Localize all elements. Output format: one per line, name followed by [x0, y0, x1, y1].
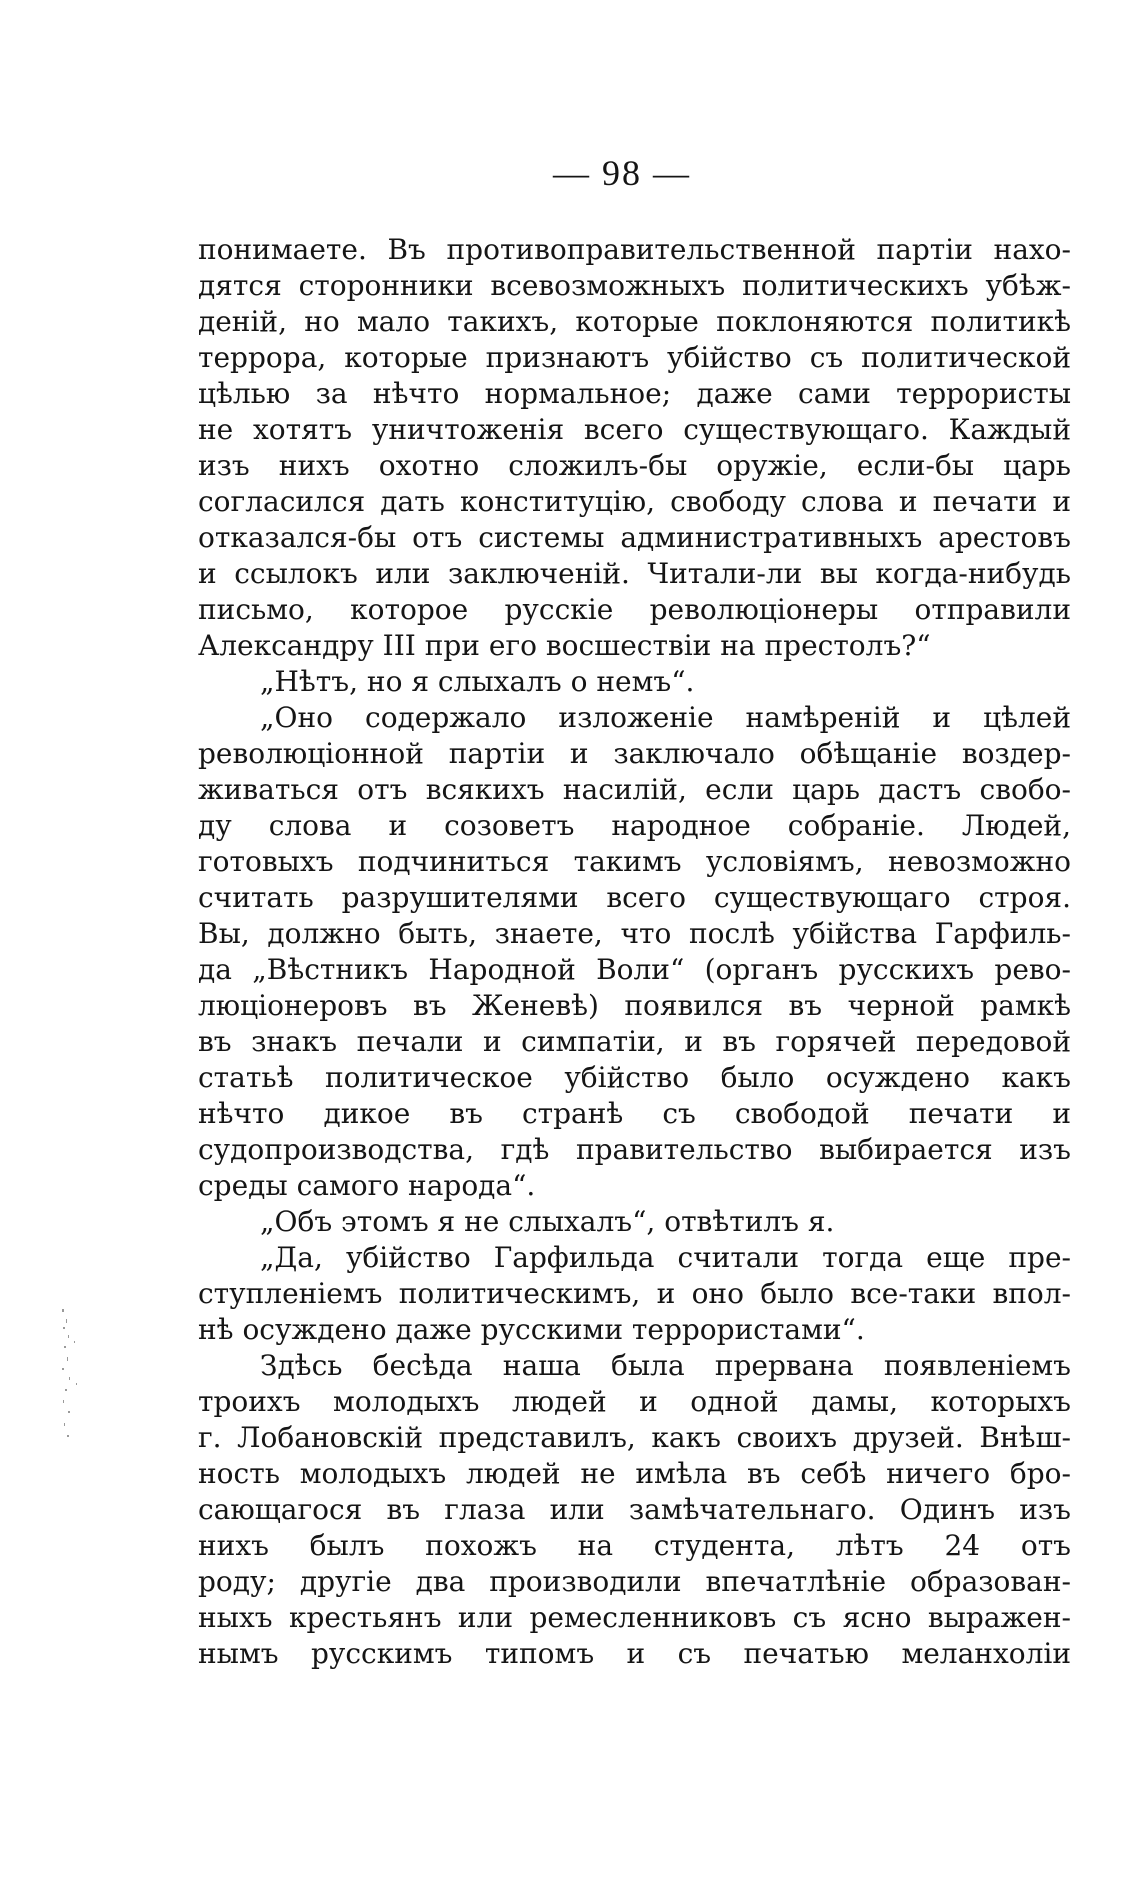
text-line: да „Вѣстникъ Народной Воли“ (органъ русскихъ рево- — [198, 953, 1071, 986]
text-line: нымъ русскимъ типомъ и съ печатью меланхоліи — [198, 1637, 1071, 1670]
text-line: судопроизводства, гдѣ правительство выбирается изъ — [198, 1133, 1071, 1166]
text-line: террора, которые признаютъ убійство съ политической — [198, 341, 1071, 374]
text-line: среды самого народа“. — [198, 1169, 536, 1202]
text-line: нихъ былъ похожъ на студента, лѣтъ 24 отъ — [198, 1529, 1071, 1562]
margin-print-specks — [56, 1305, 96, 1445]
text-line: цѣлью за нѣчто нормальное; даже сами террористы — [198, 377, 1071, 410]
text-line: считать разрушителями всего существующаго строя. — [198, 881, 1071, 914]
text-line: ность молодыхъ людей не имѣла въ себѣ ничего бро- — [198, 1457, 1071, 1490]
text-line: ныхъ крестьянъ или ремесленниковъ съ ясно выражен- — [198, 1601, 1071, 1634]
text-line: не хотятъ уничтоженія всего существующаго. Каждый — [198, 413, 1071, 446]
text-line: Александру III при его восшествіи на престолъ?“ — [198, 629, 931, 662]
text-line: понимаете. Въ противоправительственной партіи нахо- — [198, 233, 1071, 266]
text-line: статьѣ политическое убійство было осуждено какъ — [198, 1061, 1071, 1094]
text-line: готовыхъ подчиниться такимъ условіямъ, невозможно — [198, 845, 1071, 878]
text-line: письмо, которое русскіе революціонеры отправили — [198, 593, 1071, 626]
paragraph-start: „Оно содержало изложеніе намѣреній и цѣлей — [260, 701, 1071, 734]
text-line: въ знакъ печали и симпатіи, и въ горячей передовой — [198, 1025, 1071, 1058]
text-line: и ссылокъ или заключеній. Читали-ли вы когда-нибудь — [198, 557, 1071, 590]
text-line: изъ нихъ охотно сложилъ-бы оружіе, если-бы царь — [198, 449, 1071, 482]
text-line: Вы, должно быть, знаете, что послѣ убійства Гарфиль- — [198, 917, 1071, 950]
page-number: — 98 — — [553, 153, 691, 193]
text-line: живаться отъ всякихъ насилій, если царь дастъ свобо- — [198, 773, 1071, 806]
text-line: ступленіемъ политическимъ, и оно было все-таки впол- — [198, 1277, 1071, 1310]
paragraph-start: „Да, убійство Гарфильда считали тогда еще пре- — [260, 1241, 1071, 1274]
text-line: отказался-бы отъ системы административныхъ арестовъ — [198, 521, 1071, 554]
text-line: г. Лобановскій представилъ, какъ своихъ друзей. Внѣш- — [198, 1421, 1071, 1454]
paragraph-start: „Нѣтъ, но я слыхалъ о немъ“. — [260, 665, 695, 698]
text-line: согласился дать конституцію, свободу слова и печати и — [198, 485, 1071, 518]
paragraph-start: „Объ этомъ я не слыхалъ“, отвѣтилъ я. — [260, 1205, 835, 1238]
text-line: люціонеровъ въ Женевѣ) появился въ черной рамкѣ — [198, 989, 1071, 1022]
body-text — [198, 232, 1071, 1672]
text-line: революціонной партіи и заключало обѣщаніе воздер- — [198, 737, 1071, 770]
text-line: сающагося въ глаза или замѣчательнаго. Одинъ изъ — [198, 1493, 1071, 1526]
text-line: ду слова и созоветъ народное собраніе. Людей, — [198, 809, 1071, 842]
text-line: нѣчто дикое въ странѣ съ свободой печати и — [198, 1097, 1071, 1130]
text-line: нѣ осуждено даже русскими террористами“. — [198, 1313, 865, 1346]
paragraph-start: Здѣсь бесѣда наша была прервана появленіемъ — [260, 1349, 1071, 1382]
text-line: деній, но мало такихъ, которые поклоняются политикѣ — [198, 305, 1071, 338]
text-line: дятся сторонники всевозможныхъ политическихъ убѣж- — [198, 269, 1071, 302]
text-line: троихъ молодыхъ людей и одной дамы, которыхъ — [198, 1385, 1071, 1418]
text-line: роду; другіе два производили впечатлѣніе образован- — [198, 1565, 1071, 1598]
